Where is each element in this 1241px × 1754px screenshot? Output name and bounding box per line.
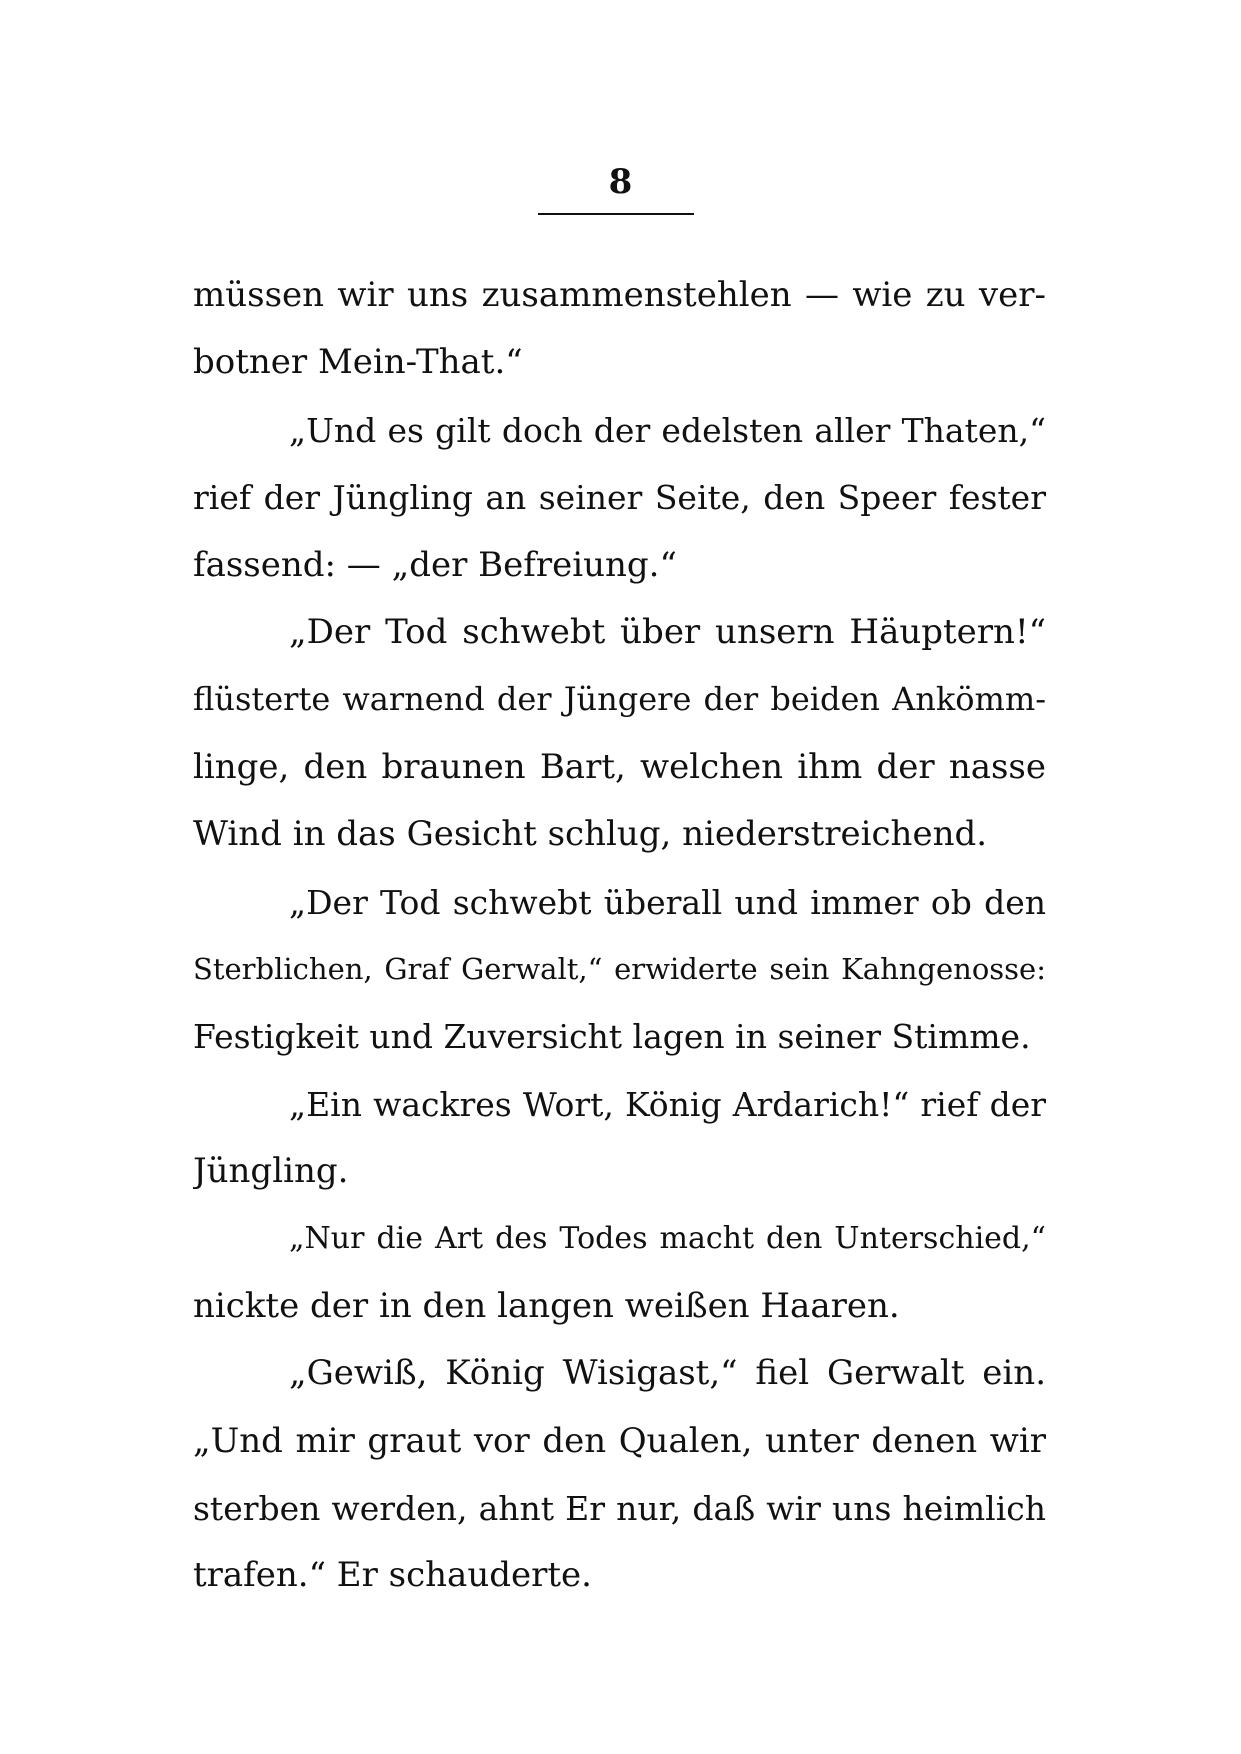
header-rule: [538, 213, 694, 215]
text-line: botner Mein-That.“: [193, 342, 523, 383]
text-line: fassend: — „der Befreiung.“: [193, 544, 677, 585]
text-line: trafen.“ Er schauderte.: [193, 1555, 592, 1596]
text-line: Festigkeit und Zuversicht lagen in seiner Stimme.: [193, 1017, 1031, 1057]
text-line: „Gewiß, König Wisigast,“ fiel Gerwalt ein.: [289, 1353, 1046, 1394]
text-line: „Und es gilt doch der edelsten aller Thaten,“: [289, 410, 1046, 450]
text-line: linge, den braunen Bart, welchen ihm der nasse: [193, 746, 1046, 787]
text-line: Sterblichen, Graf Gerwalt,“ erwiderte sein Kahngenosse:: [193, 951, 1046, 986]
text-line: Jüngling.: [193, 1151, 349, 1192]
text-line: „Der Tod schwebt über unsern Häuptern!“: [289, 611, 1046, 652]
text-line: rief der Jüngling an seiner Seite, den Speer fester: [193, 478, 1046, 518]
text-line: „Der Tod schwebt überall und immer ob den: [289, 882, 1046, 922]
body-text: [193, 262, 1046, 1610]
text-line: flüsterte warnend der Jüngere der beiden Ankömm-: [193, 680, 1046, 719]
text-line: „Nur die Art des Todes macht den Unterschied,“: [289, 1221, 1046, 1257]
text-line: nickte der in den langen weißen Haaren.: [193, 1285, 900, 1326]
text-line: müssen wir uns zusammenstehlen — wie zu ver-: [193, 275, 1046, 315]
text-line: sterben werden, ahnt Er nur, daß wir uns heimlich: [193, 1489, 1046, 1529]
text-line: „Ein wackres Wort, König Ardarich!“ rief der: [289, 1084, 1046, 1124]
text-line: „Und mir graut vor den Qualen, unter denen wir: [193, 1420, 1046, 1461]
page-number: 8: [608, 162, 633, 202]
text-line: Wind in das Gesicht schlug, niederstreichend.: [193, 814, 988, 855]
